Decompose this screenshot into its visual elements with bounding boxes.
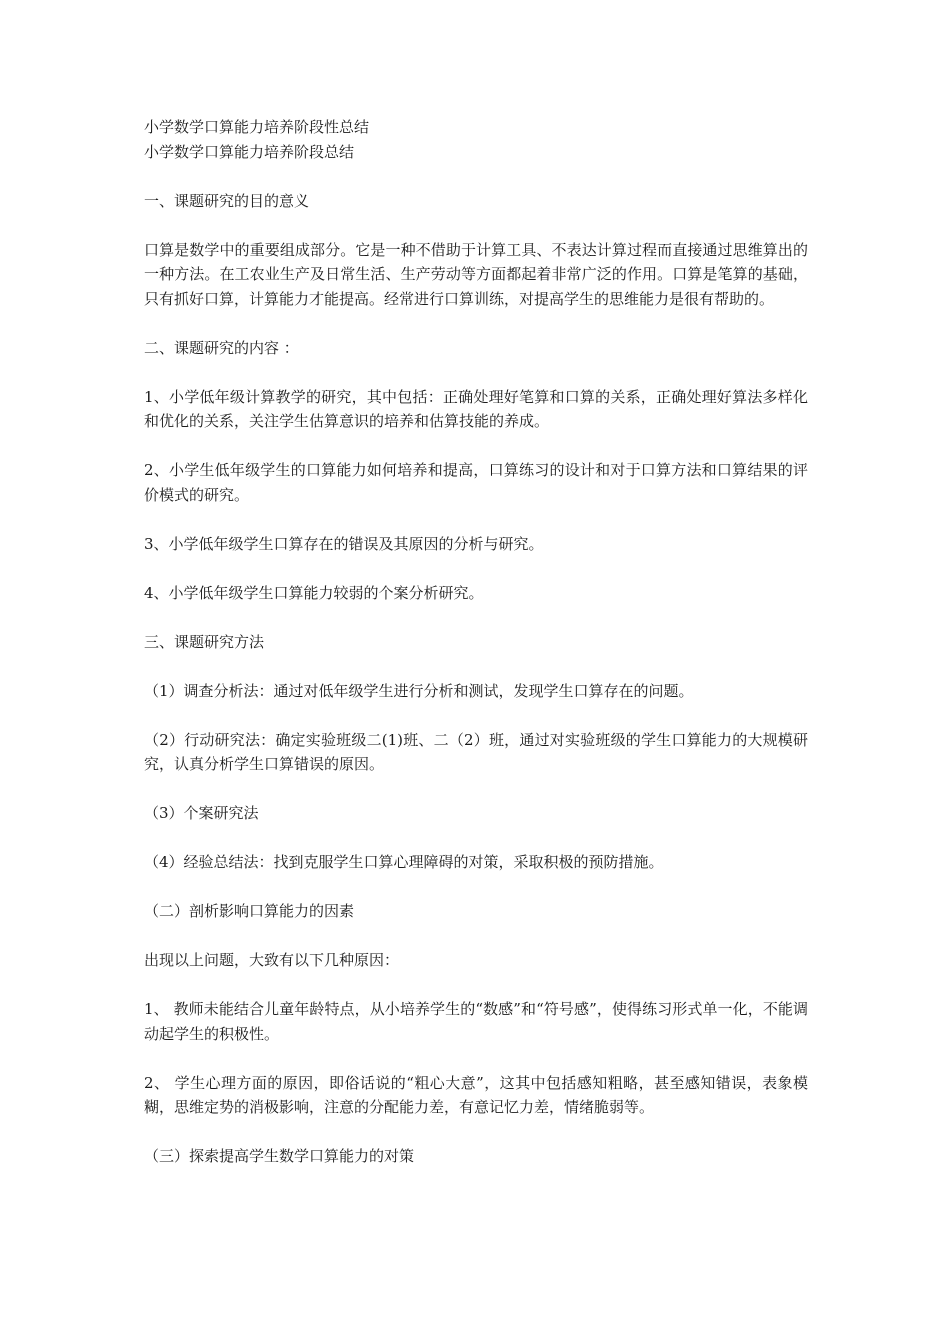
list-item-method-2: （2）行动研究法：确定实验班级二(1)班、二（2）班，通过对实验班级的学生口算能力的大规模研究，认真分析学生口算错误的原因。 xyxy=(144,730,808,773)
list-item-content-2: 2、小学生低年级学生的口算能力如何培养和提高，口算练习的设计和对于口算方法和口算结果的评价模式的研究。 xyxy=(144,461,808,504)
subsection-heading-factors: （二）剖析影响口算能力的因素 xyxy=(144,902,355,920)
subsection-heading-strategies: （三）探索提高学生数学口算能力的对策 xyxy=(144,1147,415,1165)
list-item-cause-2: 2、 学生心理方面的原因，即俗话说的“粗心大意”，这其中包括感知粗略，甚至感知错误，表象模糊，思维定势的消极影响，注意的分配能力差，有意记忆力差，情绪脆弱等。 xyxy=(144,1073,808,1116)
section-heading-3: 三、课题研究方法 xyxy=(144,632,265,651)
document-subtitle: 小学数学口算能力培养阶段总结 xyxy=(144,142,355,161)
section-heading-1: 一、课题研究的目的意义 xyxy=(144,191,310,210)
list-item-method-1: （1）调查分析法：通过对低年级学生进行分析和测试，发现学生口算存在的问题。 xyxy=(144,681,694,700)
list-item-method-4: （4）经验总结法：找到克服学生口算心理障碍的对策，采取积极的预防措施。 xyxy=(144,853,664,871)
section-heading-2: 二、课题研究的内容 ： xyxy=(144,338,299,357)
paragraph-purpose: 口算是数学中的重要组成部分。它是一种不借助于计算工具、不表达计算过程而直接通过思维算出的一种方法。在工农业生产及日常生活、生产劳动等方面都起着非常广泛的作用。口算是笔算的基础，只有抓好口算，计算能力才能提高。经常进行口算训练，对提高学生的思维能力是很有帮助的。 xyxy=(144,240,808,308)
list-item-content-1: 1、小学低年级计算教学的研究，其中包括：正确处理好笔算和口算的关系，正确处理好算法多样化和优化的关系，关注学生估算意识的培养和估算技能的养成。 xyxy=(144,387,808,430)
list-item-content-4: 4、小学低年级学生口算能力较弱的个案分析研究。 xyxy=(144,583,484,602)
paragraph-causes-intro: 出现以上问题，大致有以下几种原因： xyxy=(144,951,400,969)
document-body xyxy=(144,115,808,1193)
list-item-cause-1: 1、 教师未能结合儿童年龄特点，从小培养学生的“数感”和“符号感”，使得练习形式单一化，不能调动起学生的积极性。 xyxy=(144,1000,808,1043)
list-item-method-3: （3）个案研究法 xyxy=(144,804,259,822)
document-title: 小学数学口算能力培养阶段性总结 xyxy=(144,118,370,136)
list-item-content-3: 3、小学低年级学生口算存在的错误及其原因的分析与研究。 xyxy=(144,534,544,553)
